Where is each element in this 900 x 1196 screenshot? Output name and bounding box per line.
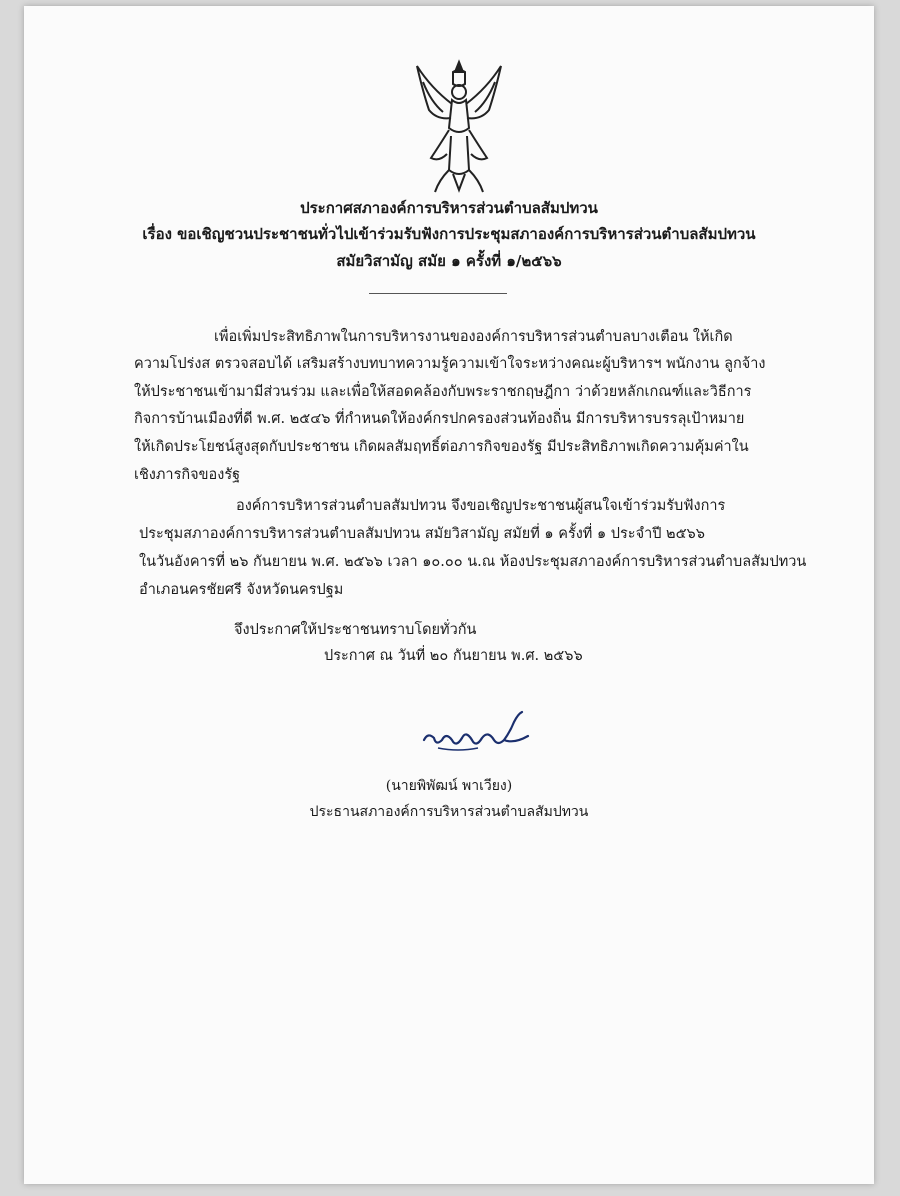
announce-line: จึงประกาศให้ประชาชนทราบโดยทั่วกัน — [234, 622, 477, 638]
heading-divider — [369, 293, 507, 294]
subject-heading: เรื่อง ขอเชิญชวนประชาชนทั่วไปเข้าร่วมรับฟังการประชุมสภาองค์การบริหารส่วนตำบลสัมปทวน — [142, 225, 756, 243]
paragraph-1-line: ให้ประชาชนเข้ามามีส่วนร่วม และเพื่อให้สอดคล้องกับพระราชกฤษฎีกา ว่าด้วยหลักเกณฑ์และวิธีการ — [134, 384, 752, 400]
garuda-emblem-icon — [409, 58, 509, 198]
paragraph-1-line: ความโปร่งส ตรวจสอบได้ เสริมสร้างบทบาทความรู้ความเข้าใจระหว่างคณะผู้บริหารฯ พนักงาน ลูกจ้าง — [134, 356, 766, 372]
paragraph-2-line: ประชุมสภาองค์การบริหารส่วนตำบลสัมปทวน สมัยวิสามัญ สมัยที่ ๑ ครั้งที่ ๑ ประจำปี ๒๕๖๖ — [139, 526, 705, 542]
paragraph-2-line: อำเภอนครชัยศรี จังหวัดนครปฐม — [139, 582, 344, 598]
paragraph-1-line: กิจการบ้านเมืองที่ดี พ.ศ. ๒๕๔๖ ที่กำหนดให้องค์กรปกครองส่วนท้องถิ่น มีการบริหารบรรลุเป้าหมาย — [134, 411, 745, 427]
paragraph-1-line: ให้เกิดประโยชน์สูงสุดกับประชาชน เกิดผลสัมฤทธิ์ต่อภารกิจของรัฐ มีประสิทธิภาพเกิดความคุ้มค่าใน — [134, 439, 749, 455]
paragraph-1-line: เชิงภารกิจของรัฐ — [134, 467, 241, 483]
signatory-title: ประธานสภาองค์การบริหารส่วนตำบลสัมปทวน — [309, 804, 589, 820]
paragraph-2-line: องค์การบริหารส่วนตำบลสัมปทวน จึงขอเชิญประชาชนผู้สนใจเข้าร่วมรับฟังการ — [236, 498, 726, 514]
document-page — [24, 6, 874, 1184]
announcement-heading: ประกาศสภาองค์การบริหารส่วนตำบลสัมปทวน — [300, 199, 598, 217]
signatory-name: (นายพิพัฒน์ พาเวียง) — [385, 778, 513, 794]
handwritten-signature — [418, 710, 534, 762]
paragraph-1-line: เพื่อเพิ่มประสิทธิภาพในการบริหารงานขององค์การบริหารส่วนตำบลบางเตือน ให้เกิด — [214, 329, 733, 345]
announce-date: ประกาศ ณ วันที่ ๒๐ กันยายน พ.ศ. ๒๕๖๖ — [324, 648, 583, 664]
paragraph-2-line: ในวันอังคารที่ ๒๖ กันยายน พ.ศ. ๒๕๖๖ เวลา ๑๐.๐๐ น.ณ ห้องประชุมสภาองค์การบริหารส่วนตำบลสัมปทวน — [139, 554, 807, 570]
session-heading: สมัยวิสามัญ สมัย ๑ ครั้งที่ ๑/๒๕๖๖ — [336, 252, 562, 270]
